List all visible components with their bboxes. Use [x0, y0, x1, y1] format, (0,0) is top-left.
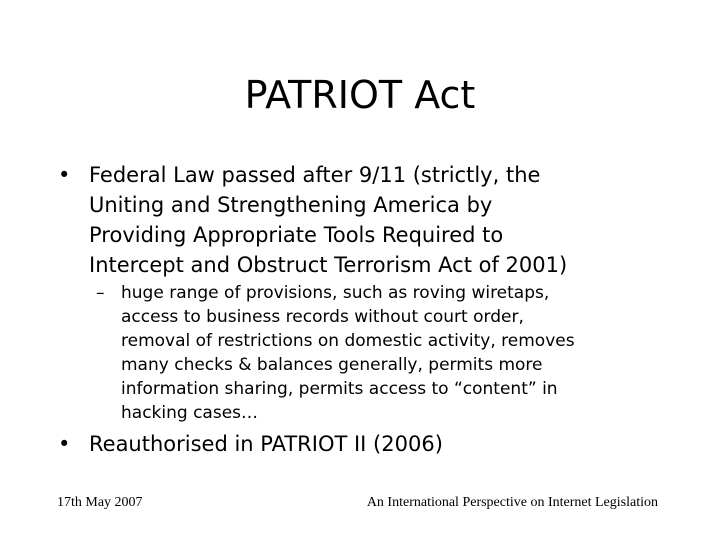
bullet-line: Uniting and Strengthening America by [89, 193, 493, 217]
bullet-line: Reauthorised in PATRIOT II (2006) [89, 432, 443, 456]
dash-icon: – [96, 283, 105, 303]
bullet-text [89, 429, 443, 459]
bullet-patriot-act-definition [58, 160, 698, 280]
bullet-line: Providing Appropriate Tools Required to [89, 223, 504, 247]
bullet-line: Federal Law passed after 9/11 (strictly, the [89, 163, 541, 187]
bullet-icon: • [58, 432, 71, 456]
sub-bullet-provisions [96, 281, 676, 425]
sub-bullet-line: removal of restrictions on domestic activity, removes [121, 331, 575, 351]
bullet-reauthorised [58, 429, 698, 461]
footer-date: 17th May 2007 [57, 495, 143, 510]
slide-title: PATRIOT Act [244, 73, 476, 117]
sub-bullet-line: access to business records without court order, [121, 307, 524, 327]
bullet-line: Intercept and Obstruct Terrorism Act of 2001) [89, 253, 568, 277]
sub-bullet-line: many checks & balances generally, permits more [121, 355, 543, 375]
sub-bullet-text [121, 281, 575, 425]
sub-bullet-line: huge range of provisions, such as roving wiretaps, [121, 283, 550, 303]
sub-bullet-line: hacking cases… [121, 403, 259, 423]
footer-presentation-title: An International Perspective on Internet Legislation [366, 495, 658, 510]
bullet-icon: • [58, 163, 71, 187]
sub-bullet-line: information sharing, permits access to “content” in [121, 379, 558, 399]
bullet-text [89, 160, 567, 280]
